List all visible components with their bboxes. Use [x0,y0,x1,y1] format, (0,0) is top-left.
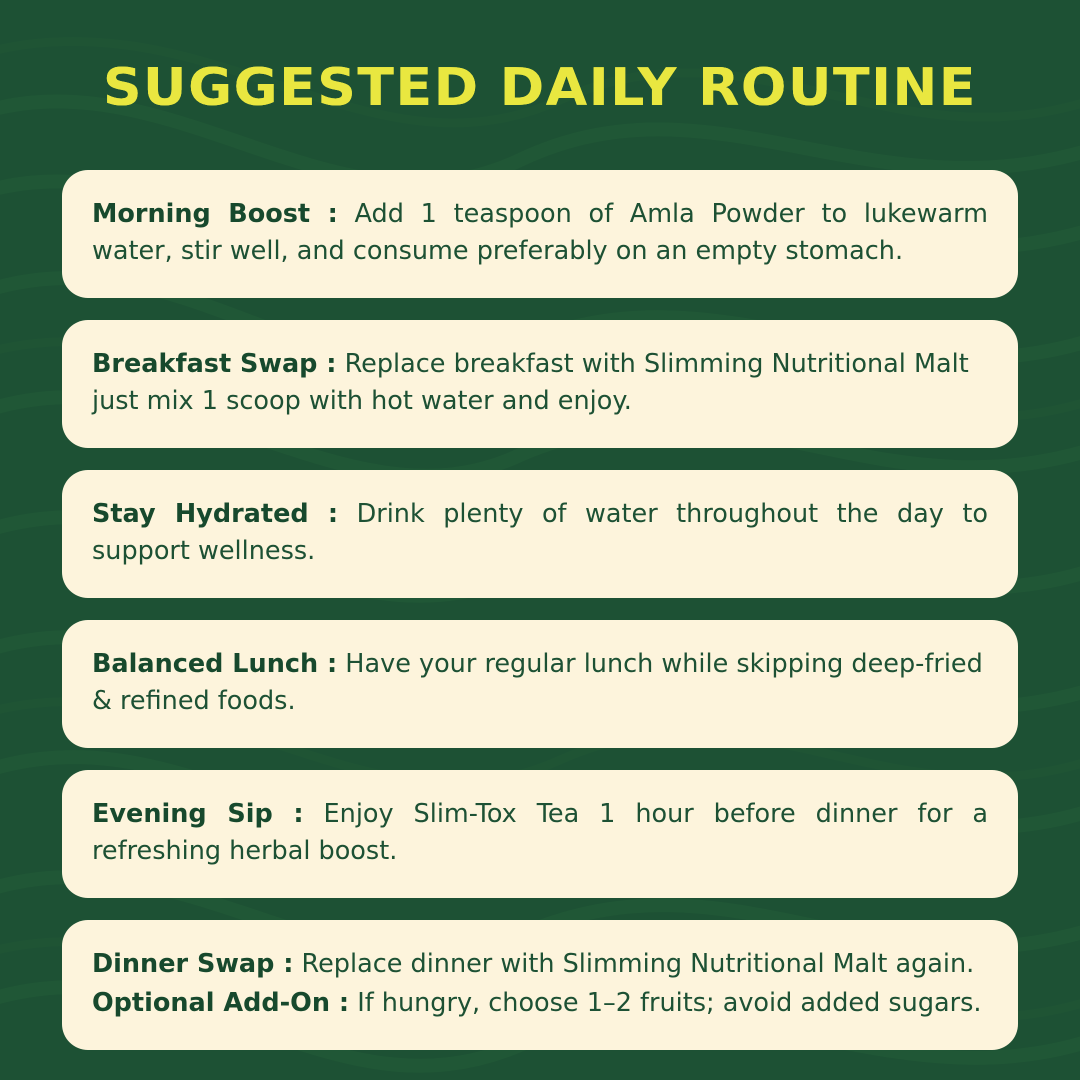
routine-card-text [92,796,988,870]
routine-card-body: Replace dinner with Slimming Nutritional Malt again. [293,948,975,979]
routine-card-lead: Stay Hydrated : [92,498,339,529]
routine-card-stay-hydrated [62,470,1018,598]
routine-card-lead: Breakfast Swap : [92,348,337,379]
routine-card-text [92,496,988,570]
routine-card-balanced-lunch [62,620,1018,748]
routine-card-breakfast-swap [62,320,1018,448]
routine-card-text [92,646,988,720]
routine-card-body: Add 1 teaspoon of Amla Powder to lukewarm water, stir well, and consume preferably on an empty stomach. [92,199,988,266]
routine-card-lead: Balanced Lunch : [92,648,338,679]
routine-card-body-secondary: If hungry, choose 1–2 fruits; avoid added sugars. [349,987,982,1018]
routine-card-body: Drink plenty of water throughout the day to support wellness. [92,498,988,566]
routine-card-text [92,946,988,983]
routine-card-lead: Evening Sip : [92,798,304,829]
routine-card-lead-secondary: Optional Add-On : [92,987,350,1018]
routine-card-body: Enjoy Slim-Tox Tea 1 hour before dinner for a refreshing herbal boost. [92,798,989,866]
routine-card-body: Have your regular lunch while skipping deep-fried & refined foods. [92,648,983,716]
routine-card-text-secondary [92,985,988,1022]
routine-card-lead: Morning Boost : [92,199,338,229]
routine-card-lead: Dinner Swap : [92,948,294,979]
page-title: SUGGESTED DAILY ROUTINE [102,58,978,118]
routine-card-body: Replace breakfast with Slimming Nutritional Malt just mix 1 scoop with hot water and enjoy. [92,348,969,416]
routine-card-dinner-swap [62,920,1018,1050]
routine-card-text [92,196,988,270]
routine-card-evening-sip [62,770,1018,898]
routine-card-list [0,170,1080,1050]
routine-card-morning-boost [62,170,1018,298]
routine-card-text [92,346,988,420]
